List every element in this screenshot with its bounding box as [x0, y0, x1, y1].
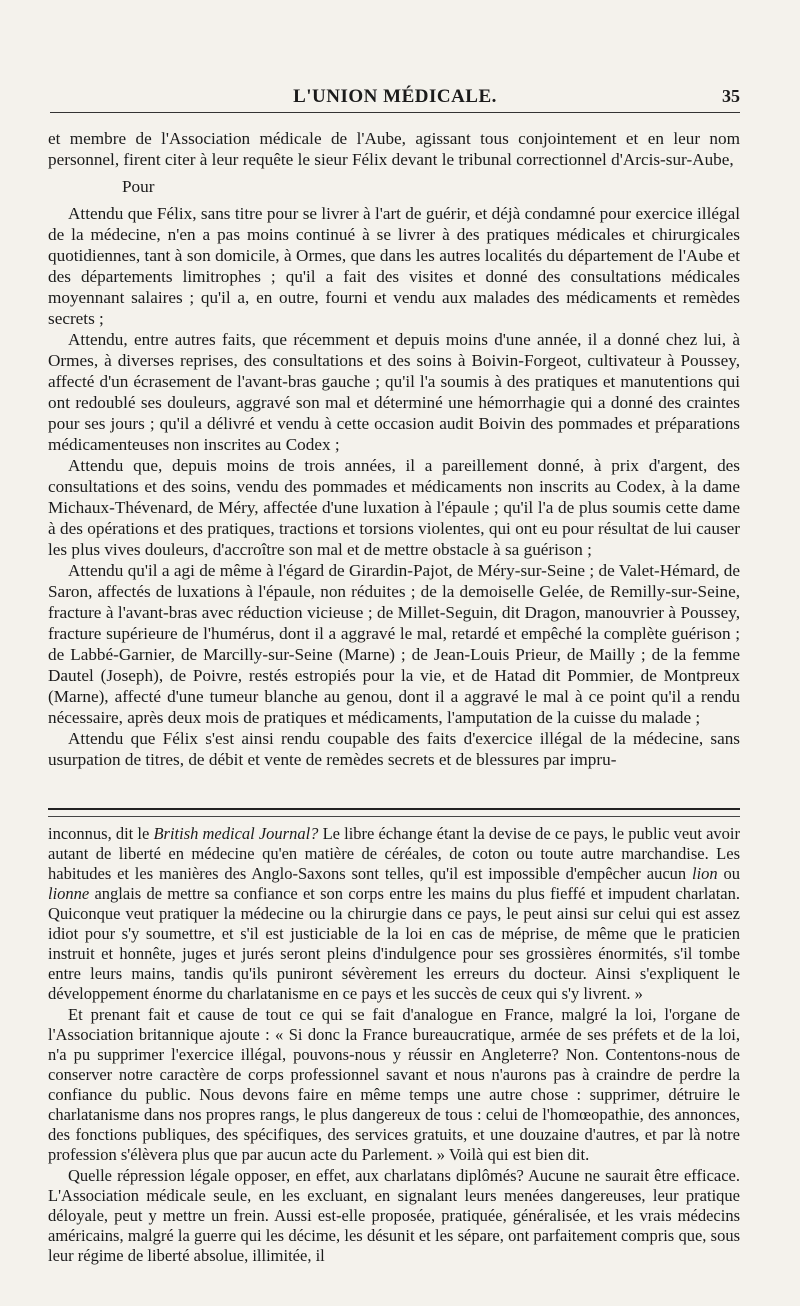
paragraph: Attendu que Félix, sans titre pour se livrer à l'art de guérir, et déjà condamné pour exercice illégal de la médecine, n'en a pas moins continué à se livrer à des pratiques médicales et chirurgicales quotidiennes, tant à son domicile, à Ormes, que dans les autres localités du département de l'Aube et des départements limitrophes ; qu'il a fait des visites et donné des consultations médicales moyennant salaires ; qu'il a, en outre, fourni et vendu aux malades des médicaments et remèdes secrets ; [48, 204, 740, 328]
paragraph: et membre de l'Association médicale de l'Aube, agissant tous conjointement et en leur nom personnel, firent citer à leur requête le sieur Félix devant le tribunal correctionnel d'Arcis-sur-Aube, [48, 129, 740, 169]
journal-title: L'UNION MÉDICALE. [293, 86, 497, 107]
text-run: inconnus, dit le [48, 824, 154, 843]
text-run: ou [717, 864, 741, 883]
paragraph: Attendu qu'il a agi de même à l'égard de Girardin-Pajot, de Méry-sur-Seine ; de Valet-Hémard, de Saron, affectés de luxations à l'épaule, non réduites ; de la demoiselle Gelée, de Remilly-sur-Seine, fracture à l'avant-bras avec réduction vicieuse ; de Millet-Seguin, dit Dragon, manouvrier à Poussey, fracture supérieure de l'humérus, dont il a aggravé le mal, retardé et empêché la complète guérison ; de Labbé-Garnier, de Marcilly-sur-Seine (Marne) ; de Jean-Louis Prieur, de Mailly ; de la femme Dautel (Joseph), de Poivre, restés estropiés pour la vie, et de Hatad dit Pommier, de Montpreux (Marne), affecté d'une tumeur blanche au genou, dont il a aggravé le mal à ce point qu'il a rendu nécessaire, après deux mois de pratiques et médicaments, l'amputation de la cuisse du malade ; [48, 561, 740, 727]
paragraph: Attendu, entre autres faits, que récemment et depuis moins d'une année, il a donné chez lui, à Ormes, à diverses reprises, des consultations et des soins à Boivin-Forgeot, cultivateur à Poussey, affecté d'un écrasement de l'avant-bras gauche ; qu'il l'a soumis à des pratiques et manutentions qui ont redoublé ses douleurs, aggravé son mal et déterminé une hémorrhagie qui a donné des craintes pour ses jours ; qu'il a délivré et vendu à cette occasion audit Boivin des pommades et préparations médicamenteuses non inscrites au Codex ; [48, 330, 740, 454]
section-divider [48, 808, 740, 817]
feuilleton-column [48, 824, 740, 1267]
text-run: Le libre échange étant la devise de ce pays, le public veut avoir autant de liberté en médecine qu'en matière de céréales, de coton ou toute autre marchandise. Les habitudes et les manières des Anglo-Saxons sont telles, qu'il est impossible d'empêcher aucun [48, 824, 741, 883]
text-run: anglais de mettre sa confiance et son corps entre les mains du plus fieffé et impudent charlatan. Quiconque veut pratiquer la médecine ou la chirurgie dans ce pays, le peut ainsi sur celui qui est assez idiot pour s'y soumettre, et s'il est justiciable de la loi en cas de méprise, de même que le praticien instruit et honnête, juges et jurés seront pleins d'indulgence pour ses grossières énormités, s'il tombe entre leurs mains, tandis qu'ils puniront sévèrement les erreurs du docteur. Ainsi s'expliquent le développement énorme du charlatanisme en ce pays et les succès de ceux qui s'y livrent. » [48, 884, 740, 1003]
emphasis: lionne [48, 884, 90, 903]
legal-text-column [48, 128, 740, 770]
paragraph: Quelle répression légale opposer, en effet, aux charlatans diplômés? Aucune ne saurait être efficace. L'Association médicale seule, en les excluant, en signalant leurs menées dangereuses, leur pratique déloyale, peut y mettre un frein. Aussi est-elle proposée, pratiquée, généralisée, et les vrais médecins américains, malgré la guerre qui les décime, les désunit et les sépare, ont parfaitement compris que, sous leur régime de liberté absolue, illimitée, il [48, 1166, 740, 1265]
running-header [50, 86, 740, 113]
emphasis: lion [692, 864, 718, 883]
paragraph [48, 824, 740, 1004]
page-number: 35 [722, 86, 740, 106]
paragraph: Et prenant fait et cause de tout ce qui se fait d'analogue en France, malgré la loi, l'organe de l'Association britannique ajoute : « Si donc la France bureaucratique, armée de ses préfets et de la loi, n'a pu supprimer l'exercice illégal, pouvons-nous y réussir en Angleterre? Non. Contentons-nous de conserver notre caractère de corps professionnel savant et nous n'aurons pas à craindre de perdre la confiance du public. Nous devons faire en même temps une autre chose : supprimer, détruire le charlatanisme dans nos propres rangs, le plus dangereux de tous : celui de l'homœopathie, des annonces, des fonctions publiques, des spécifiques, des services gratuits, et une douzaine d'autres, et par là notre profession s'élèvera plus que par aucun acte du Parlement. » Voilà qui est bien dit. [48, 1005, 740, 1164]
paragraph: Attendu que Félix s'est ainsi rendu coupable des faits d'exercice illégal de la médecine, sans usurpation de titres, de débit et vente de remèdes secrets et de blessures par impru- [48, 729, 740, 769]
journal-name: British medical Journal? [153, 824, 319, 843]
section-heading-pour: Pour [122, 177, 155, 196]
paragraph: Attendu que, depuis moins de trois années, il a pareillement donné, à prix d'argent, des consultations et des soins, vendu des pommades et médicaments non inscrits au Codex, à la dame Michaux-Thévenard, de Méry, affectée d'une luxation à l'épaule ; qu'il l'a de plus soumis cette dame à des opérations et des pratiques, tractions et torsions violentes, qui ont eu pour résultat de lui causer les plus vives douleurs, d'accroître son mal et de mettre obstacle à sa guérison ; [48, 456, 740, 559]
